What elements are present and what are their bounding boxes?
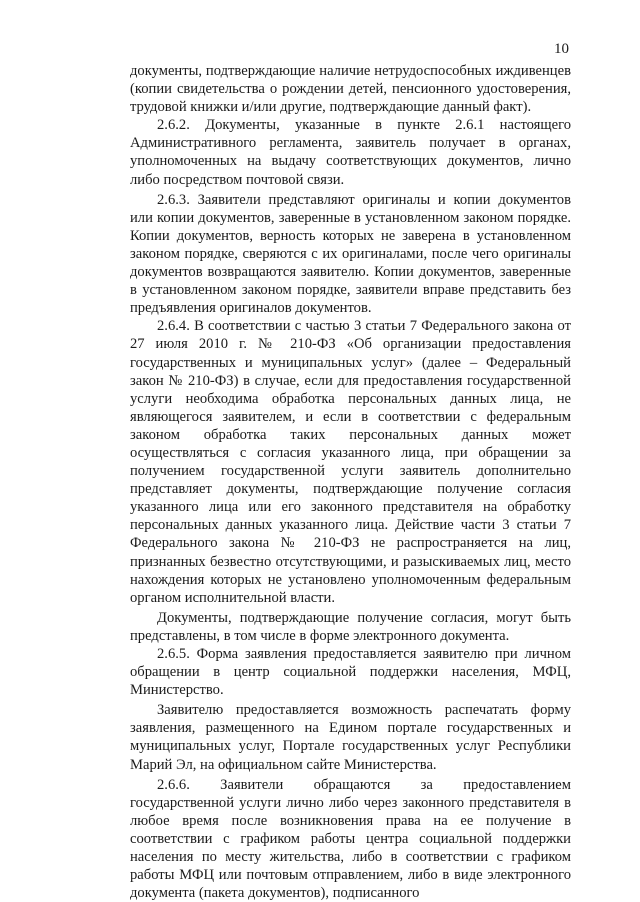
document-body xyxy=(130,62,571,902)
paragraph-print-form: Заявителю предоставляется возможность распечатать форму заявления, размещенного на Едином портале государственных и муниципальных услуг, Портале государственных услуг Республики Марий Эл, на официальном сайте Министерства. xyxy=(130,702,571,773)
paragraph-dependents-documents: документы, подтверждающие наличие нетрудоспособных иждивенцев (копии свидетельства о рождении детей, пенсионного удостоверения, трудовой книжки и/или другие, подтверждающие данный факт). xyxy=(130,63,571,116)
paragraph-2-6-4: 2.6.4. В соответствии с частью 3 статьи 7 Федерального закона от 27 июля 2010 г. № 210-ФЗ «Об организации предоставления государственных и муниципальных услуг» (далее – Федеральный закон № 210-ФЗ) в случае, если для предоставления государственной услуги необходима обработка персональных данных лица, не являющегося заявителем, и если в соответствии с федеральным законом обработка таких персональных данных может осуществляться с согласия указанного лица, при обращении за получением государственной услуги заявитель дополнительно представляет документы, подтверждающие получение согласия указанного лица или его законного представителя на обработку персональных данных указанного лица. Действие части 3 статьи 7 Федерального закона № 210-ФЗ не распространяется на лиц, признанных безвестно отсутствующими, и разыскиваемых лиц, место нахождения которых не установлено уполномоченным федеральным органом исполнительной власти. xyxy=(130,318,571,606)
page-number: 10 xyxy=(554,41,569,57)
paragraph-consent-documents: Документы, подтверждающие получение согласия, могут быть представлены, в том числе в форме электронного документа. xyxy=(130,609,571,644)
paragraph-2-6-6: 2.6.6. Заявители обращаются за предоставлением государственной услуги лично либо через законного представителя в любое время после возникновения права на ее получение в соответствии с графиком работы центра социальной поддержки населения по месту жительства, либо в соответствии с графиком работы МФЦ или почтовым отправлением, либо в виде электронного документа (пакета документов), подписанного xyxy=(130,776,571,902)
paragraph-2-6-5: 2.6.5. Форма заявления предоставляется заявителю при личном обращении в центр социальной поддержки населения, МФЦ, Министерство. xyxy=(130,646,571,699)
paragraph-2-6-2: 2.6.2. Документы, указанные в пункте 2.6.1 настоящего Административного регламента, заявитель получает в органах, уполномоченных на выдачу соответствующих документов, лично либо посредством почтовой связи. xyxy=(130,117,571,188)
paragraph-2-6-3: 2.6.3. Заявители представляют оригиналы и копии документов или копии документов, заверенные в установленном законом порядке. Копии документов, верность которых не заверена в установленном законом порядке, сверяются с их оригиналами, после чего оригиналы документов возвращаются заявителю. Копии документов, заверенные в установленном законом порядке, заявители вправе представить без предъявления оригиналов документов. xyxy=(130,191,571,317)
